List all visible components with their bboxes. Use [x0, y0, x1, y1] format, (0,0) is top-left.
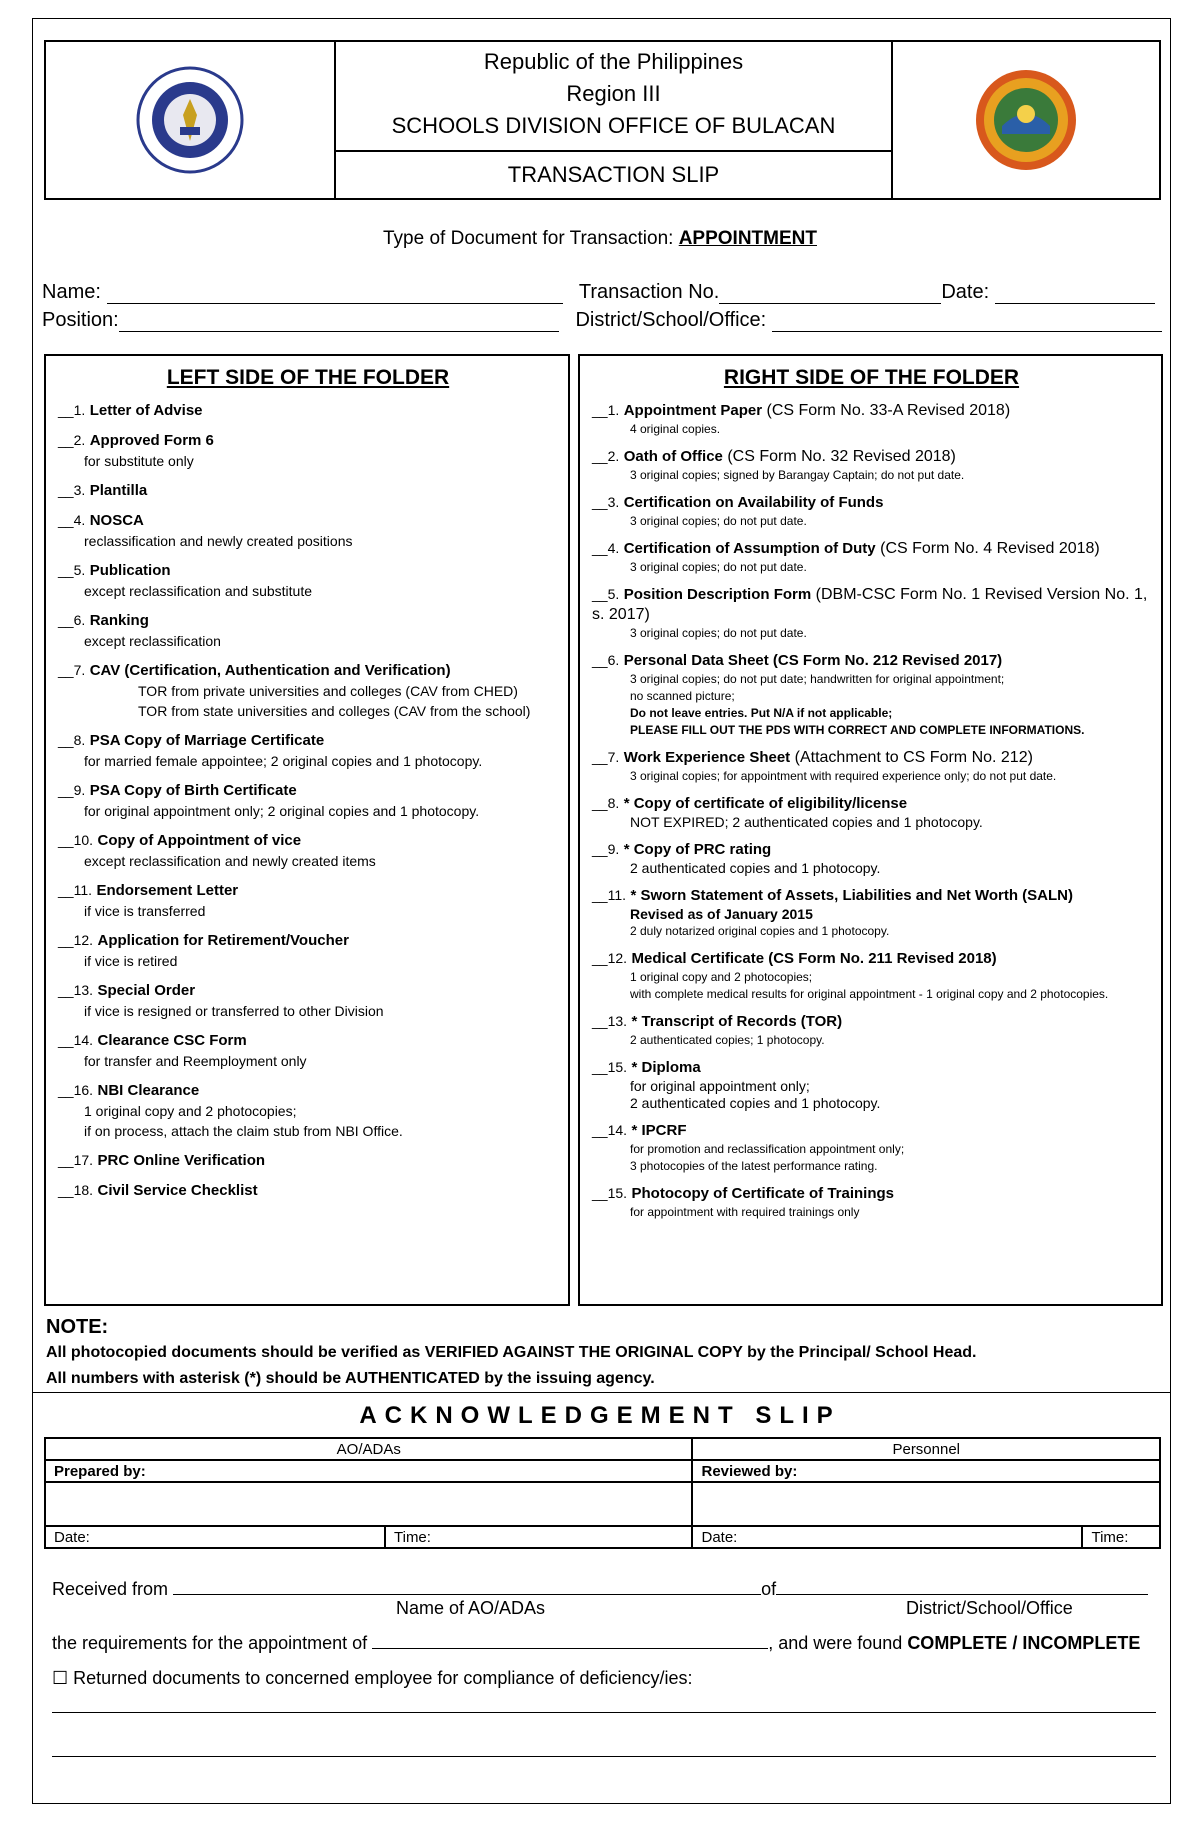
item-title: * Transcript of Records (TOR)	[631, 1013, 843, 1030]
item-note: TOR from private universities and colleges (CAV from CHED)	[138, 683, 518, 699]
item-note: 1 original copy and 2 photocopies;	[630, 970, 813, 984]
item-note: 3 photocopies of the latest performance rating.	[630, 1159, 878, 1173]
list-item-head	[592, 839, 1151, 860]
list-item	[592, 948, 1151, 1003]
item-note: NOT EXPIRED; 2 authenticated copies and 1 photocopy.	[630, 814, 983, 830]
item-title: Position Description Form	[623, 586, 812, 603]
item-note: reclassification and newly created positions	[84, 533, 353, 549]
section-divider	[32, 1392, 1171, 1393]
list-item	[58, 1080, 558, 1141]
item-number[interactable]: __11.	[58, 882, 92, 898]
item-reference-text: (DBM-CSC Form No. 1 Revised Version No. 1, s. 2017)	[592, 586, 1148, 623]
ack-col-aoadas: AO/ADAs	[45, 1438, 692, 1460]
name-field[interactable]	[107, 283, 563, 304]
header-table	[44, 40, 1161, 200]
of-label: of	[761, 1579, 777, 1599]
prepared-by-field[interactable]	[45, 1482, 692, 1526]
right-folder-box	[578, 354, 1163, 1306]
item-number[interactable]: __13.	[592, 1013, 628, 1029]
list-item-head	[58, 660, 558, 681]
list-item-head	[58, 430, 558, 451]
list-item	[58, 1030, 558, 1071]
item-note: 2 authenticated copies and 1 photocopy.	[630, 860, 881, 876]
item-reference-text: (Attachment to CS Form No. 212)	[794, 749, 1033, 766]
item-number[interactable]: __4.	[592, 540, 620, 556]
note-line-1: All photocopied documents should be verified as VERIFIED AGAINST THE ORIGINAL COPY by the Principal/ School Head.	[46, 1344, 977, 1361]
list-item-head	[592, 1011, 1151, 1032]
right-folder-title: RIGHT SIDE OF THE FOLDER	[723, 366, 1020, 389]
list-item	[58, 880, 558, 921]
item-note: 2 authenticated copies; 1 photocopy.	[630, 1033, 825, 1047]
received-from-field[interactable]	[173, 1574, 761, 1595]
item-title: NBI Clearance	[97, 1082, 200, 1099]
item-note-bold: PLEASE FILL OUT THE PDS WITH CORRECT AND COMPLETE INFORMATIONS.	[630, 723, 1085, 737]
list-item-head	[592, 793, 1151, 814]
header-title-cell	[336, 42, 891, 198]
item-title: CAV (Certification, Authentication and Verification)	[89, 662, 451, 679]
list-item-head	[592, 885, 1151, 906]
item-note: 3 original copies; for appointment with required experience only; do not put date.	[630, 769, 1057, 783]
deped-seal-cell	[46, 42, 336, 198]
item-number[interactable]: __9.	[592, 841, 620, 857]
list-item-head	[58, 980, 558, 1001]
list-item-head	[58, 1150, 558, 1171]
item-note: for original appointment only; 2 original copies and 1 photocopy.	[84, 803, 480, 819]
found-label: , and were found	[768, 1633, 908, 1653]
item-note: 1 original copy and 2 photocopies;	[84, 1103, 297, 1119]
item-title: * Copy of certificate of eligibility/license	[623, 795, 908, 812]
list-item-head	[592, 1120, 1151, 1141]
item-title: Ranking	[89, 612, 149, 629]
list-item	[592, 839, 1151, 877]
item-title: Certification of Assumption of Duty	[623, 540, 876, 557]
list-item	[592, 747, 1151, 785]
document-type-label: Type of Document for Transaction:	[383, 228, 679, 249]
item-note-bold: Do not leave entries. Put N/A if not applicable;	[630, 706, 893, 720]
list-item	[592, 1183, 1151, 1221]
list-item	[58, 560, 558, 601]
item-number[interactable]: __7.	[592, 749, 620, 765]
list-item-head	[592, 1057, 1151, 1078]
item-number[interactable]: __7.	[58, 662, 86, 678]
list-item	[58, 480, 558, 501]
district-label: District/School/Office:	[575, 309, 767, 331]
list-item	[592, 492, 1151, 530]
district-caption: District/School/Office	[906, 1598, 1073, 1618]
list-item-head	[58, 560, 558, 581]
list-item	[58, 510, 558, 551]
returned-line	[52, 1668, 1160, 1689]
returned-label: Returned documents to concerned employee for compliance of deficiency/ies:	[73, 1668, 693, 1688]
item-title: Oath of Office	[623, 448, 723, 465]
status-label: COMPLETE / INCOMPLETE	[907, 1633, 1141, 1653]
list-item	[58, 830, 558, 871]
item-number[interactable]: __3.	[592, 494, 620, 510]
item-note: for transfer and Reemployment only	[84, 1053, 307, 1069]
header-text	[336, 42, 891, 152]
item-note: with complete medical results for original appointment - 1 original copy and 2 photocopies.	[630, 987, 1109, 1001]
list-item	[58, 930, 558, 971]
list-item	[58, 610, 558, 651]
district-field[interactable]	[772, 311, 1162, 332]
item-number[interactable]: __5.	[58, 562, 86, 578]
form-fields	[42, 276, 1162, 332]
item-title: Medical Certificate (CS Form No. 211 Revised 2018)	[631, 950, 997, 967]
item-note: except reclassification	[84, 633, 221, 649]
list-item	[58, 1180, 558, 1201]
list-item	[58, 430, 558, 471]
item-note: 3 original copies; do not put date.	[630, 560, 807, 574]
item-number[interactable]: __16.	[58, 1082, 94, 1098]
item-number[interactable]: __6.	[592, 652, 620, 668]
list-item-head	[58, 830, 558, 851]
list-item	[58, 730, 558, 771]
list-item	[58, 660, 558, 721]
item-note: 3 original copies; do not put date.	[630, 626, 807, 640]
list-item	[58, 400, 558, 421]
item-number[interactable]: __18.	[58, 1182, 94, 1198]
item-number[interactable]: __1.	[592, 402, 620, 418]
returned-checkbox[interactable]: ☐	[52, 1668, 69, 1688]
item-note: for substitute only	[84, 453, 194, 469]
item-note: if vice is retired	[84, 953, 178, 969]
list-item	[592, 538, 1151, 576]
item-number[interactable]: __9.	[58, 782, 86, 798]
list-item-head	[58, 930, 558, 951]
item-number[interactable]: __17.	[58, 1152, 94, 1168]
list-item	[592, 650, 1151, 739]
left-folder-box	[44, 354, 570, 1306]
item-number[interactable]: __12.	[58, 932, 94, 948]
item-title: Certification on Availability of Funds	[623, 494, 884, 511]
item-note: for original appointment only;	[630, 1078, 810, 1094]
left-folder-list	[58, 400, 558, 1201]
item-title: Plantilla	[89, 482, 148, 499]
item-note: 2 duly notarized original copies and 1 photocopy.	[630, 924, 890, 938]
item-title: NOSCA	[89, 512, 144, 529]
reviewed-by-label: Reviewed by:	[692, 1460, 1160, 1482]
item-title: * IPCRF	[631, 1122, 687, 1139]
date-field[interactable]	[995, 283, 1155, 304]
prepared-date-field[interactable]: Date:	[45, 1526, 385, 1548]
item-note: 3 original copies; do not put date; handwritten for original appointment;	[630, 672, 1005, 686]
item-title: Appointment Paper	[623, 402, 763, 419]
deped-seal-icon	[135, 65, 245, 175]
item-note: no scanned picture;	[630, 689, 735, 703]
item-note: TOR from state universities and colleges (CAV from the school)	[138, 703, 531, 719]
note-section	[46, 1314, 1156, 1392]
date-label: Date:	[941, 281, 990, 303]
list-item-head	[58, 610, 558, 631]
item-reference-text: (CS Form No. 4 Revised 2018)	[880, 540, 1100, 557]
item-title: Clearance CSC Form	[97, 1032, 247, 1049]
list-item	[592, 1120, 1151, 1175]
list-item-head	[58, 730, 558, 751]
right-folder-list	[592, 400, 1151, 1221]
item-title: Special Order	[97, 982, 196, 999]
list-item	[592, 1057, 1151, 1112]
item-number[interactable]: __12.	[592, 950, 628, 966]
list-item-head	[58, 400, 558, 421]
list-item-head	[592, 948, 1151, 969]
item-note: for appointment with required trainings only	[630, 1205, 860, 1219]
item-title: Application for Retirement/Voucher	[97, 932, 349, 949]
list-item	[58, 1150, 558, 1171]
prepared-by-label: Prepared by:	[45, 1460, 692, 1482]
item-reference-text: (CS Form No. 33-A Revised 2018)	[766, 402, 1011, 419]
list-item-head	[58, 1080, 558, 1101]
item-title: PSA Copy of Marriage Certificate	[89, 732, 325, 749]
list-item	[592, 400, 1151, 438]
item-note: if on process, attach the claim stub from NBI Office.	[84, 1123, 403, 1139]
item-note: except reclassification and substitute	[84, 583, 313, 599]
list-item	[592, 446, 1151, 484]
ack-col-personnel: Personnel	[692, 1438, 1160, 1460]
list-item	[592, 1011, 1151, 1049]
reviewed-by-field[interactable]	[692, 1482, 1160, 1526]
item-number[interactable]: __3.	[58, 482, 86, 498]
list-item-head	[592, 650, 1151, 671]
list-item-head	[58, 480, 558, 501]
item-number[interactable]: __14.	[58, 1032, 94, 1048]
item-title: Civil Service Checklist	[97, 1182, 258, 1199]
slip-title: TRANSACTION SLIP	[507, 162, 720, 187]
appointment-of-field[interactable]	[372, 1628, 768, 1649]
item-title: Endorsement Letter	[96, 882, 239, 899]
deficiency-line-2[interactable]	[52, 1756, 1156, 1757]
item-note: except reclassification and newly created items	[84, 853, 376, 869]
list-item-head	[58, 1030, 558, 1051]
header-line-3: SCHOOLS DIVISION OFFICE OF BULACAN	[391, 113, 836, 138]
list-item	[592, 584, 1151, 642]
item-title: * Sworn Statement of Assets, Liabilities and Net Worth (SALN)	[630, 887, 1074, 904]
requirements-label: the requirements for the appointment of	[52, 1633, 368, 1653]
item-number[interactable]: __10.	[58, 832, 94, 848]
transaction-no-label: Transaction No.	[578, 281, 720, 303]
item-number[interactable]: __8.	[58, 732, 86, 748]
list-item	[592, 793, 1151, 831]
left-folder-title: LEFT SIDE OF THE FOLDER	[166, 366, 450, 389]
division-seal-cell	[891, 42, 1159, 198]
item-note: for married female appointee; 2 original copies and 1 photocopy.	[84, 753, 483, 769]
list-item-head	[58, 1180, 558, 1201]
item-note: 2 authenticated copies and 1 photocopy.	[630, 1095, 881, 1111]
item-number[interactable]: __15.	[592, 1059, 628, 1075]
item-title: Letter of Advise	[89, 402, 203, 419]
item-note: if vice is transferred	[84, 903, 206, 919]
item-number[interactable]: __2.	[58, 432, 86, 448]
document-type-line	[0, 228, 1200, 250]
item-reference-text: (CS Form No. 32 Revised 2018)	[727, 448, 956, 465]
item-title: Personal Data Sheet (CS Form No. 212 Revised 2017)	[623, 652, 1003, 669]
list-item	[58, 980, 558, 1021]
item-title: Work Experience Sheet	[623, 749, 791, 766]
document-type-value: APPOINTMENT	[678, 228, 817, 249]
item-title: Photocopy of Certificate of Trainings	[631, 1185, 895, 1202]
ack-title: ACKNOWLEDGEMENT SLIP	[359, 1402, 841, 1429]
note-line-2: All numbers with asterisk (*) should be AUTHENTICATED by the issuing agency.	[46, 1370, 655, 1387]
header-line-1: Republic of the Philippines	[483, 49, 744, 74]
received-from-label: Received from	[52, 1579, 169, 1599]
received-district-field[interactable]	[776, 1574, 1148, 1595]
item-note: 3 original copies; signed by Barangay Captain; do not put date.	[630, 468, 965, 482]
item-number[interactable]: __2.	[592, 448, 620, 464]
item-number[interactable]: __6.	[58, 612, 86, 628]
transaction-no-field[interactable]	[719, 283, 941, 304]
division-seal-icon	[974, 68, 1078, 172]
item-number[interactable]: __13.	[58, 982, 94, 998]
item-note-bold: Revised as of January 2015	[630, 906, 813, 922]
prepared-time-field[interactable]: Time:	[385, 1526, 692, 1548]
item-title: Copy of Appointment of vice	[97, 832, 302, 849]
list-item-head	[592, 1183, 1151, 1204]
item-title: PRC Online Verification	[97, 1152, 266, 1169]
list-item-head	[58, 780, 558, 801]
list-item	[58, 780, 558, 821]
reviewed-date-field[interactable]: Date:	[692, 1526, 1082, 1548]
item-note: for promotion and reclassification appointment only;	[630, 1142, 905, 1156]
list-item-head	[592, 400, 1151, 421]
list-item-head	[592, 446, 1151, 467]
list-item-head	[592, 538, 1151, 559]
position-field[interactable]	[119, 311, 560, 332]
list-item	[592, 885, 1151, 940]
list-item-head	[592, 584, 1151, 625]
item-title: * Diploma	[631, 1059, 701, 1076]
item-note: 4 original copies.	[630, 422, 721, 436]
item-number[interactable]: __5.	[592, 586, 620, 602]
position-label: Position:	[42, 309, 119, 331]
name-label: Name:	[42, 281, 101, 303]
item-number[interactable]: __11.	[592, 887, 626, 903]
note-title: NOTE:	[46, 1316, 109, 1338]
item-title: Publication	[89, 562, 171, 579]
reviewed-time-field[interactable]: Time:	[1082, 1526, 1160, 1548]
deficiency-line-1[interactable]	[52, 1712, 1156, 1713]
name-caption: Name of AO/ADAs	[396, 1598, 546, 1618]
item-title: Approved Form 6	[89, 432, 214, 449]
item-number[interactable]: __15.	[592, 1185, 628, 1201]
item-number[interactable]: __4.	[58, 512, 86, 528]
item-number[interactable]: __8.	[592, 795, 620, 811]
item-number[interactable]: __14.	[592, 1122, 628, 1138]
list-item-head	[592, 747, 1151, 768]
item-title: * Copy of PRC rating	[623, 841, 772, 858]
list-item-head	[58, 880, 558, 901]
item-note: 3 original copies; do not put date.	[630, 514, 807, 528]
received-from-line	[52, 1574, 1160, 1600]
item-title: PSA Copy of Birth Certificate	[89, 782, 297, 799]
item-number[interactable]: __1.	[58, 402, 86, 418]
requirements-line	[52, 1628, 1160, 1654]
ack-table	[44, 1437, 1161, 1549]
header-line-2: Region III	[566, 81, 661, 106]
list-item-head	[58, 510, 558, 531]
list-item-head	[592, 492, 1151, 513]
item-note: if vice is resigned or transferred to other Division	[84, 1003, 384, 1019]
